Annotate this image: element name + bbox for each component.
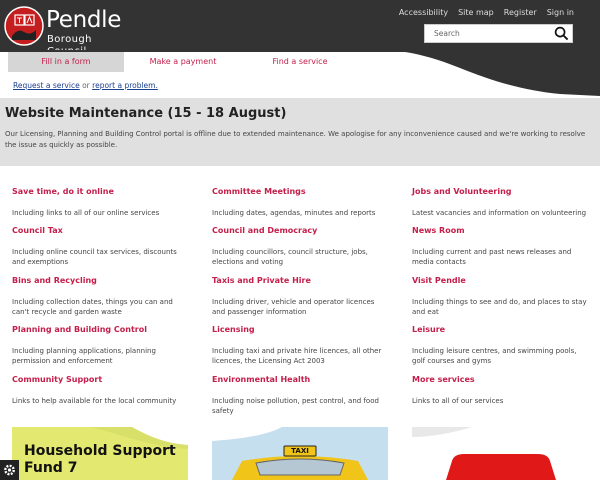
report-problem-link[interactable]: report a problem. [92,81,158,90]
site-header [0,0,600,52]
tab-find-a-service[interactable]: Find a service [272,57,328,66]
search-icon[interactable] [554,26,569,41]
site-logo[interactable] [4,4,134,48]
banner-text: Our Licensing, Planning and Building Control portal is offline due to extended maintenance. We apologise for any inconvenience caused and we're working to resolve the issue as quickly as possible. [5,130,586,149]
service-title[interactable]: Jobs and Volunteering [412,187,512,196]
service-desc: Including noise pollution, pest control, and food safety [212,397,379,415]
service-title[interactable]: Licensing [212,325,255,334]
service-title[interactable]: Visit Pendle [412,276,466,285]
logo-name: Pendle [46,7,122,33]
council-crest-icon [4,6,44,46]
taxi-sign-text: TAXI [291,447,309,455]
service-taxis [212,275,387,317]
service-title[interactable]: Bins and Recycling [12,276,97,285]
service-news-room [412,225,587,267]
tab-fill-in-a-form[interactable]: Fill in a form [8,52,124,72]
accessibility-link[interactable]: Accessibility [398,8,449,17]
service-bins [12,275,187,317]
service-title[interactable]: Council and Democracy [212,226,318,235]
service-save-time [12,186,187,218]
service-community-support [12,374,187,406]
service-desc: Including links to all of our online services [12,209,160,217]
service-planning [12,324,187,366]
service-title[interactable]: Save time, do it online [12,187,114,196]
service-environmental-health [212,374,387,416]
register-link[interactable]: Register [503,8,537,17]
search-box [424,24,573,43]
site-map-link[interactable]: Site map [458,8,494,17]
service-desc: Including planning applications, planning permission and enforcement [12,347,156,365]
service-council-tax [12,225,187,267]
service-desc: Links to all of our services [412,397,504,405]
service-desc: Including driver, vehicle and operator licences and passenger information [212,298,375,316]
service-title[interactable]: More services [412,375,475,384]
cookie-settings-button[interactable] [0,460,19,480]
gear-icon [0,460,19,480]
service-title[interactable]: Committee Meetings [212,187,306,196]
promo-taxi[interactable] [212,427,388,480]
service-desc: Links to help available for the local community [12,397,177,405]
promo-red-car[interactable] [412,427,588,480]
service-title[interactable]: Leisure [412,325,446,334]
service-title[interactable]: Council Tax [12,226,63,235]
quick-tabs [0,50,600,96]
service-jobs [412,186,587,218]
utility-nav [399,8,574,17]
service-more-services [412,374,587,406]
service-committee-meetings [212,186,387,218]
service-council-democracy [212,225,387,267]
logo-subtitle: Borough [47,34,92,45]
service-licensing [212,324,387,366]
banner-title: Website Maintenance (15 - 18 August) [5,106,287,121]
service-title[interactable]: Environmental Health [212,375,311,384]
service-title[interactable]: Community Support [12,375,103,384]
service-desc: Including councillors, council structure, jobs, elections and voting [212,248,368,266]
service-desc: Latest vacancies and information on volunteering [412,209,587,217]
maintenance-banner [0,98,600,166]
service-desc: Including leisure centres, and swimming pools, golf courses and gyms [412,347,577,365]
promo-household-text: Household Support Fund 7 [24,443,176,476]
search-input[interactable] [425,25,551,42]
service-desc: Including collection dates, things you can and can't recycle and garden waste [12,298,173,316]
sublinks-or: or [82,81,90,90]
tab-make-a-payment[interactable]: Make a payment [149,57,217,66]
service-visit-pendle [412,275,587,317]
service-desc: Including things to see and do, and places to stay and eat [412,298,587,316]
sign-in-link[interactable]: Sign in [546,8,574,17]
service-desc: Including current and past news releases and media contacts [412,248,572,266]
request-service-link[interactable]: Request a service [13,81,80,90]
service-desc: Including taxi and private hire licences, all other licences, the Licensing Act 2003 [212,347,382,365]
service-desc: Including online council tax services, discounts and exemptions [12,248,177,266]
red-car-icon [412,427,588,480]
service-title[interactable]: Planning and Building Control [12,325,147,334]
promo-household-support[interactable] [12,427,188,480]
quick-sublinks [13,81,158,90]
service-desc: Including dates, agendas, minutes and reports [212,209,376,217]
service-title[interactable]: Taxis and Private Hire [212,276,311,285]
service-leisure [412,324,587,366]
service-title[interactable]: News Room [412,226,465,235]
